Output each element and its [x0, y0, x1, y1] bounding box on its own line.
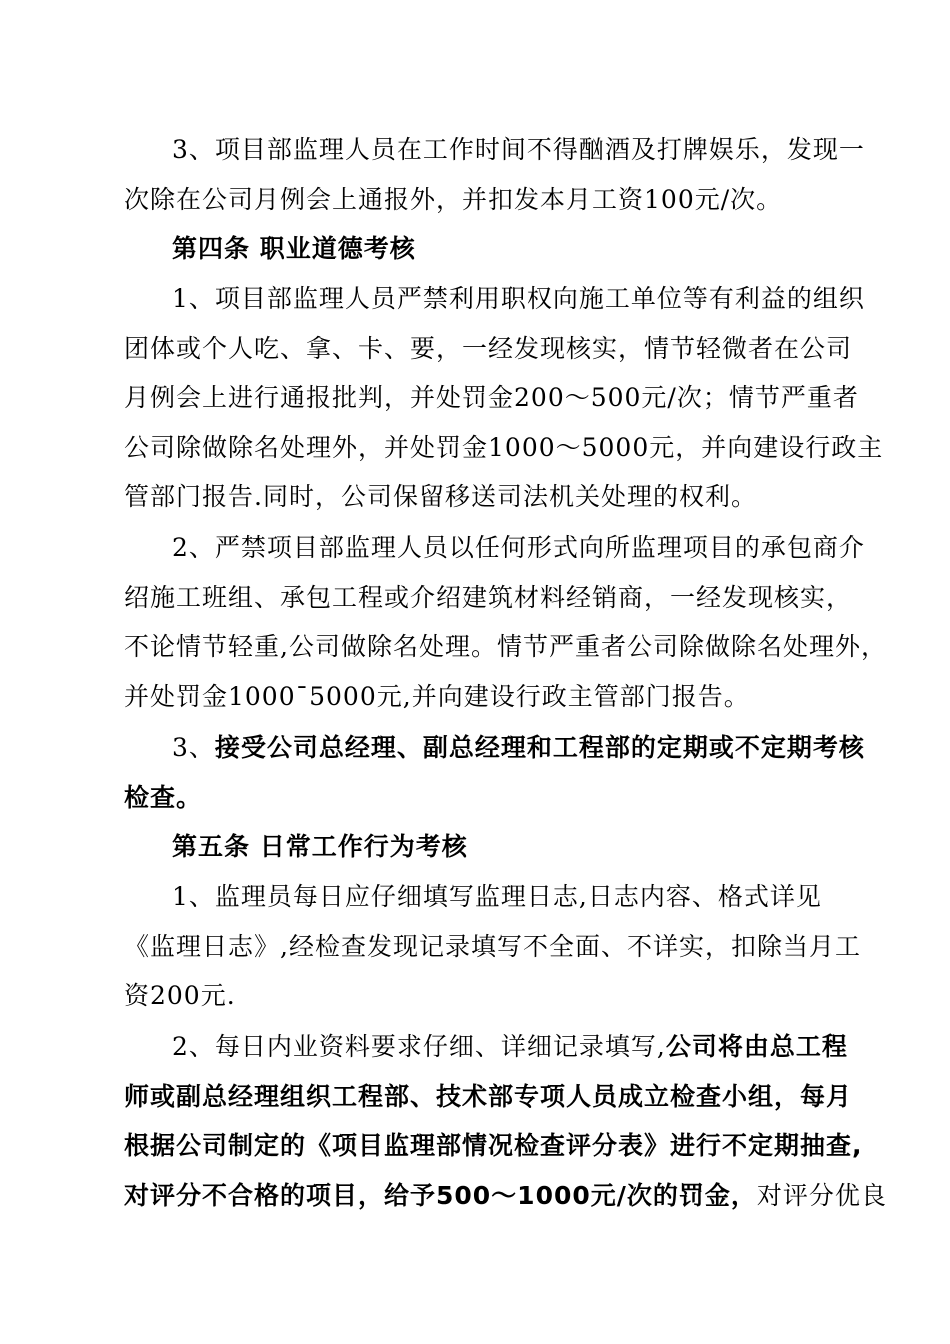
- article4-heading: 第四条 职业道德考核: [172, 234, 416, 263]
- article5-item2-plain-4: 对评分优良: [756, 1181, 887, 1210]
- article5-item2-bold-1: 公司将由总工程: [665, 1032, 848, 1061]
- rule3-line-1: 3、项目部监理人员在工作时间不得酗酒及打牌娱乐，发现一: [172, 135, 865, 164]
- article4-item1-line-5: 管部门报告.同时，公司保留移送司法机关处理的权利。: [124, 482, 757, 511]
- article4-item3-prefix: 3、: [172, 733, 215, 762]
- rule3-line-2: 次除在公司月例会上通报外，并扣发本月工资100元/次。: [124, 185, 783, 214]
- article5-item1-line-1: 1、监理员每日应仔细填写监理日志,日志内容、格式详见: [172, 882, 822, 911]
- article4-item2-line-1: 2、严禁项目部监理人员以任何形式向所监理项目的承包商介: [172, 533, 865, 562]
- article5-item1-line-2: 《监理日志》,经检查发现记录填写不全面、不详实，扣除当月工: [124, 932, 861, 961]
- article4-item1-line-3: 月例会上进行通报批判，并处罚金200～500元/次；情节严重者: [124, 383, 859, 412]
- article5-item2-line-2: 师或副总经理组织工程部、技术部专项人员成立检查小组，每月: [124, 1082, 853, 1111]
- article4-item3-bold-1: 接受公司总经理、副总经理和工程部的定期或不定期考核: [214, 733, 865, 762]
- article5-item2-line-3: 根据公司制定的《项目监理部情况检查评分表》进行不定期抽查,: [124, 1131, 863, 1160]
- article4-item1-line-4: 公司除做除名处理外，并处罚金1000～5000元，并向建设行政主: [124, 433, 884, 462]
- article4-item2-line-4: 并处罚金1000¯5000元,并向建设行政主管部门报告。: [124, 682, 750, 711]
- article4-item1-line-2: 团体或个人吃、拿、卡、要，一经发现核实，情节轻微者在公司: [124, 334, 853, 363]
- article5-heading: 第五条 日常工作行为考核: [172, 832, 468, 861]
- article4-item1-line-1: 1、项目部监理人员严禁利用职权向施工单位等有利益的组织: [172, 284, 865, 313]
- article5-item2-bold-4: 对评分不合格的项目，给予500～1000元/次的罚金，: [124, 1181, 757, 1210]
- article5-item1-line-3: 资200元.: [124, 981, 236, 1010]
- article4-item2-line-3: 不论情节轻重,公司做除名处理。情节严重者公司除做除名处理外，: [124, 632, 887, 661]
- article5-item2-line-4: [124, 1179, 887, 1213]
- article4-item3-line-1: [172, 731, 865, 765]
- article4-item3-line-2: 检查。: [124, 783, 203, 812]
- article4-item2-line-2: 绍施工班组、承包工程或介绍建筑材料经销商，一经发现核实，: [124, 583, 853, 612]
- article5-item2-line-1: [172, 1030, 848, 1064]
- article5-item2-plain-1: 2、每日内业资料要求仔细、详细记录填写,: [172, 1032, 666, 1061]
